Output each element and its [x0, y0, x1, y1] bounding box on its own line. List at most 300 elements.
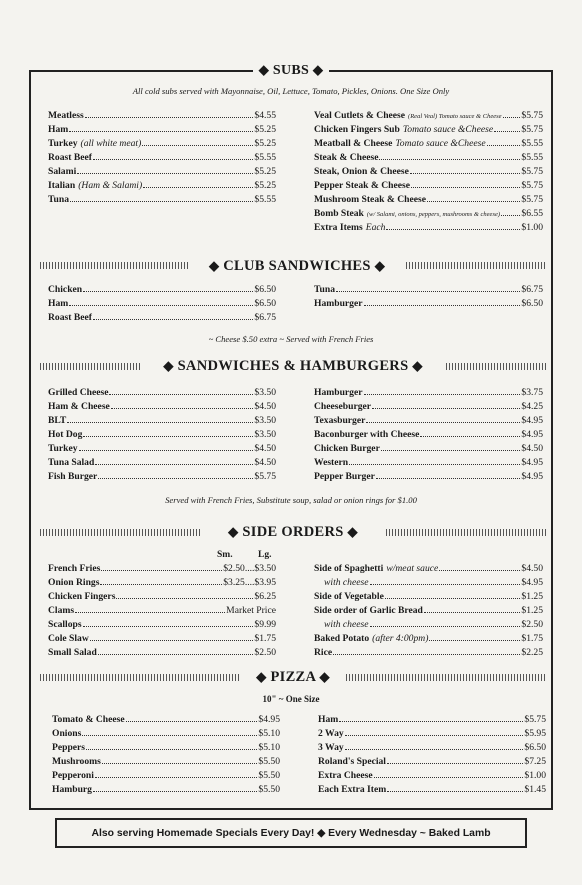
menu-item	[48, 138, 276, 152]
diamond-icon: ◆	[317, 828, 326, 839]
club-left-list	[48, 284, 276, 326]
pizza-heading	[242, 667, 344, 687]
menu-item-name: Tomato & Cheese	[52, 714, 125, 725]
dot-leader	[370, 584, 521, 585]
menu-item-name: Ham	[318, 714, 339, 725]
menu-item-name: Peppers	[52, 742, 86, 753]
menu-item-price: $5.50	[258, 756, 280, 767]
hatch-divider	[40, 674, 240, 681]
hatch-divider	[406, 262, 546, 269]
dot-leader	[372, 408, 520, 409]
menu-item-price: $3.50	[254, 415, 276, 426]
pizza-left-list	[52, 714, 280, 798]
dot-leader	[503, 117, 521, 118]
dot-leader	[126, 721, 258, 722]
menu-item	[314, 166, 543, 180]
menu-item-name: Scallops	[48, 619, 82, 630]
menu-item-price: $1.75	[254, 633, 276, 644]
menu-item-price: $4.95	[521, 577, 543, 588]
dot-leader	[487, 145, 521, 146]
menu-item	[314, 298, 543, 312]
menu-item-price: $4.50	[254, 443, 276, 454]
menu-item-price: $6.50	[524, 742, 546, 753]
sandwiches-left-list	[48, 387, 276, 485]
menu-item-price: $5.55	[521, 152, 543, 163]
menu-item-name: Rice	[314, 647, 333, 658]
menu-item-price: $4.55	[254, 110, 276, 121]
menu-item	[314, 124, 543, 138]
menu-item-price: $3.50	[254, 387, 276, 398]
dot-leader	[79, 450, 254, 451]
menu-item	[48, 180, 276, 194]
menu-item-price: $6.55	[521, 208, 543, 219]
menu-item-name: Extra Items	[314, 222, 363, 233]
menu-item-name: Pepperoni	[52, 770, 94, 781]
dot-leader	[336, 291, 520, 292]
menu-item-price: $3.50	[254, 429, 276, 440]
dot-leader	[333, 654, 520, 655]
menu-item-name: Hamburger	[314, 298, 363, 309]
menu-item-name: Chicken	[48, 284, 83, 295]
menu-item	[314, 591, 543, 605]
menu-item-name: Pepper Burger	[314, 471, 375, 482]
diamond-icon: ◆	[319, 668, 330, 684]
menu-item	[314, 180, 543, 194]
sides-left-list	[48, 563, 276, 661]
dot-leader	[83, 436, 253, 437]
dot-leader	[439, 570, 520, 571]
hatch-divider	[40, 262, 188, 269]
menu-item-name: Mushroom Steak & Cheese	[314, 194, 427, 205]
menu-item	[318, 756, 546, 770]
menu-item-price: $5.10	[258, 728, 280, 739]
menu-item	[48, 591, 276, 605]
menu-item	[314, 429, 543, 443]
menu-item-price: $1.25	[521, 605, 543, 616]
menu-item	[314, 194, 543, 208]
sides-title: SIDE ORDERS	[242, 523, 344, 540]
dot-leader	[95, 464, 253, 465]
menu-item-price: $5.75	[521, 166, 543, 177]
menu-item-name: Tuna	[48, 194, 69, 205]
dot-leader	[116, 598, 253, 599]
menu-item-note: (all white meat)	[80, 138, 142, 149]
dot-leader	[386, 229, 520, 230]
menu-item	[314, 284, 543, 298]
dot-leader	[82, 735, 257, 736]
dot-leader	[67, 422, 253, 423]
menu-item-price: $7.25	[524, 756, 546, 767]
menu-item	[48, 194, 276, 208]
menu-item-name: Meatless	[48, 110, 84, 121]
menu-item-name: Italian	[48, 180, 76, 191]
menu-item	[314, 387, 543, 401]
dot-leader	[90, 640, 254, 641]
menu-item	[52, 742, 280, 756]
menu-item-name: Bomb Steak	[314, 208, 364, 219]
menu-item	[52, 728, 280, 742]
menu-item-price: $3.25....$3.95	[223, 577, 276, 588]
menu-item	[314, 152, 543, 166]
menu-item-name: 3 Way	[318, 742, 344, 753]
menu-item	[314, 222, 543, 236]
menu-item	[314, 415, 543, 429]
diamond-icon: ◆	[347, 523, 358, 539]
menu-item	[318, 742, 546, 756]
menu-item-price: $6.75	[254, 312, 276, 323]
menu-item-name: Side of Vegetable	[314, 591, 384, 602]
menu-item-price: $4.50	[254, 401, 276, 412]
menu-item-price: $6.50	[254, 298, 276, 309]
menu-item-price: $2.25	[521, 647, 543, 658]
dot-leader	[376, 478, 521, 479]
dot-leader	[366, 422, 520, 423]
dot-leader	[100, 584, 222, 585]
menu-item-name: Tuna	[314, 284, 335, 295]
menu-item	[52, 756, 280, 770]
menu-item-price: $1.75	[521, 633, 543, 644]
dot-leader	[101, 570, 222, 571]
small-size-label: Sm.	[217, 550, 233, 560]
dot-leader	[93, 159, 253, 160]
menu-item	[48, 401, 276, 415]
subs-left-list	[48, 110, 276, 208]
menu-item-price: $5.75	[521, 110, 543, 121]
hatch-divider	[386, 529, 546, 536]
menu-item-name: Mushrooms	[52, 756, 101, 767]
menu-item-price: $1.45	[524, 784, 546, 795]
menu-item-name: Chicken Burger	[314, 443, 380, 454]
menu-item-price: $4.50	[254, 457, 276, 468]
pizza-right-list	[318, 714, 546, 798]
menu-item	[314, 110, 543, 124]
footer-banner	[55, 818, 527, 848]
dot-leader	[345, 749, 524, 750]
menu-item-name: Chicken Fingers	[48, 591, 116, 602]
diamond-icon: ◆	[228, 523, 239, 539]
diamond-icon: ◆	[258, 61, 270, 77]
dot-leader	[102, 763, 258, 764]
menu-item-name: Hamburger	[314, 387, 363, 398]
dot-leader	[381, 450, 521, 451]
menu-item-name: Roast Beef	[48, 312, 92, 323]
menu-item-price: $1.25	[521, 591, 543, 602]
menu-item-price: $5.75	[521, 180, 543, 191]
menu-item-price: $6.25	[254, 591, 276, 602]
menu-item-note: (after 4:00pm)	[372, 633, 429, 644]
diamond-icon: ◆	[256, 668, 267, 684]
menu-item-name: Steak, Onion & Cheese	[314, 166, 409, 177]
menu-item	[52, 714, 280, 728]
menu-item-name: Western	[314, 457, 349, 468]
footer-specials: Also serving Homemade Specials Every Day!	[91, 827, 315, 839]
menu-item-price: $5.55	[254, 194, 276, 205]
menu-item-price: $4.95	[521, 457, 543, 468]
dot-leader	[69, 131, 253, 132]
dot-leader	[98, 654, 254, 655]
menu-item-price: $5.25	[254, 166, 276, 177]
menu-item	[48, 312, 276, 326]
menu-item-name: Hot Dog	[48, 429, 83, 440]
menu-item-note: (w/ Salami, onions, peppers, mushrooms & cheese)	[366, 211, 501, 218]
club-heading	[190, 256, 404, 276]
menu-item-price: $6.50	[521, 298, 543, 309]
menu-item	[314, 457, 543, 471]
menu-item	[318, 784, 546, 798]
menu-item-note: Tomato sauce &Cheese	[395, 138, 486, 149]
diamond-icon: ◆	[163, 357, 174, 373]
menu-item-name: Roland's Special	[318, 756, 386, 767]
pizza-title: PIZZA	[270, 668, 316, 685]
menu-item-name: Pepper Steak & Cheese	[314, 180, 411, 191]
diamond-icon: ◆	[312, 61, 324, 77]
menu-item-note: (Ham & Salami)	[78, 180, 143, 191]
diamond-icon: ◆	[374, 257, 386, 273]
menu-item	[318, 728, 546, 742]
menu-item	[48, 633, 276, 647]
menu-item-price: $6.50	[254, 284, 276, 295]
menu-item-name: Steak & Cheese	[314, 152, 379, 163]
menu-item-price: $5.10	[258, 742, 280, 753]
dot-leader	[385, 598, 521, 599]
menu-item-price: $2.50....$3.50	[223, 563, 276, 574]
sides-heading	[202, 522, 384, 542]
club-right-list	[314, 284, 543, 312]
menu-item-price: $5.25	[254, 180, 276, 191]
menu-item-name: Salami	[48, 166, 77, 177]
menu-item	[52, 770, 280, 784]
dot-leader	[85, 117, 254, 118]
pizza-size: 10" ~ One Size	[262, 694, 320, 704]
footer-wednesday: Every Wednesday ~ Baked Lamb	[328, 827, 491, 839]
diamond-icon: ◆	[412, 357, 423, 373]
menu-item	[314, 208, 543, 222]
menu-item-name: Onion Rings	[48, 577, 100, 588]
menu-item-name: Cheeseburger	[314, 401, 372, 412]
menu-item	[314, 605, 543, 619]
dot-leader	[93, 319, 253, 320]
diamond-icon: ◆	[208, 257, 220, 273]
dot-leader	[75, 612, 225, 613]
menu-item	[48, 429, 276, 443]
menu-item-name: Extra Cheese	[318, 770, 373, 781]
menu-item-price: $5.50	[258, 784, 280, 795]
dot-leader	[427, 201, 520, 202]
menu-item	[48, 471, 276, 485]
menu-item-price: $5.95	[524, 728, 546, 739]
dot-leader	[420, 436, 520, 437]
menu-item	[48, 166, 276, 180]
menu-item-price: $2.50	[521, 619, 543, 630]
club-title: CLUB SANDWICHES	[223, 257, 371, 274]
dot-leader	[98, 478, 253, 479]
menu-item	[314, 401, 543, 415]
menu-item	[48, 605, 276, 619]
dot-leader	[364, 394, 521, 395]
sandwiches-caption: Served with French Fries, Substitute soup, salad or onion rings for $1.00	[165, 495, 417, 505]
menu-item-price: $5.75	[521, 124, 543, 135]
menu-item	[318, 770, 546, 784]
dot-leader	[93, 791, 257, 792]
menu-item-name: Baked Potato	[314, 633, 370, 644]
menu-item-price: $6.75	[521, 284, 543, 295]
menu-item-price: $1.00	[524, 770, 546, 781]
subs-title: SUBS	[272, 62, 310, 78]
menu-item	[48, 110, 276, 124]
menu-item-price: $5.55	[521, 138, 543, 149]
menu-item-name: Tuna Salad	[48, 457, 95, 468]
menu-item	[314, 577, 543, 591]
dot-leader	[143, 187, 253, 188]
menu-item	[48, 619, 276, 633]
menu-item-name: Fish Burger	[48, 471, 98, 482]
hatch-divider	[346, 674, 546, 681]
menu-item	[314, 619, 543, 633]
menu-item-name: Hamburg	[52, 784, 92, 795]
menu-item-price: $2.50	[254, 647, 276, 658]
menu-item	[314, 471, 543, 485]
hatch-divider	[446, 363, 546, 370]
menu-item-note: Tomato sauce &Cheese	[402, 124, 494, 135]
dot-leader	[349, 464, 520, 465]
dot-leader	[86, 749, 257, 750]
subs-note: All cold subs served with Mayonnaise, Oil, Lettuce, Tomato, Pickles, Onions. One Size Only	[132, 86, 450, 96]
menu-item-name: Each Extra Item	[318, 784, 387, 795]
menu-item	[314, 633, 543, 647]
subs-heading	[29, 61, 553, 79]
dot-leader	[494, 131, 520, 132]
menu-item-price: $5.50	[258, 770, 280, 781]
menu-item-name: French Fries	[48, 563, 101, 574]
menu-item-name: 2 Way	[318, 728, 344, 739]
dot-leader	[111, 408, 254, 409]
menu-item-name: Side order of Garlic Bread	[314, 605, 423, 616]
menu-item-price: $3.75	[521, 387, 543, 398]
menu-item-name: with cheese	[324, 577, 369, 588]
dot-leader	[424, 612, 521, 613]
menu-item-name: Turkey	[48, 138, 78, 149]
dot-leader	[95, 777, 257, 778]
dot-leader	[109, 394, 253, 395]
menu-item	[48, 415, 276, 429]
menu-item-price: $4.95	[258, 714, 280, 725]
menu-item-name: Chicken Fingers Sub	[314, 124, 400, 135]
dot-leader	[387, 791, 523, 792]
menu-item-name: Veal Cutlets & Cheese	[314, 110, 406, 121]
menu-item	[48, 152, 276, 166]
menu-item-price: $5.75	[524, 714, 546, 725]
menu-item-price: $4.50	[521, 443, 543, 454]
menu-item-price: $5.55	[254, 152, 276, 163]
sandwiches-heading	[142, 356, 444, 376]
dot-leader	[83, 291, 253, 292]
menu-item-note: (Real Veal) Tomato sauce & Cheese	[408, 113, 502, 120]
menu-item-price: $5.75	[254, 471, 276, 482]
menu-item	[48, 298, 276, 312]
menu-item	[48, 563, 276, 577]
menu-item-price: $5.25	[254, 138, 276, 149]
menu-item-note: w/meat sauce	[386, 563, 439, 574]
dot-leader	[69, 305, 253, 306]
menu-item-name: Ham	[48, 298, 69, 309]
menu-item	[48, 284, 276, 298]
dot-leader	[142, 145, 253, 146]
menu-item-name: Side of Spaghetti	[314, 563, 384, 574]
menu-item-price: $9.99	[254, 619, 276, 630]
dot-leader	[411, 187, 520, 188]
dot-leader	[410, 173, 521, 174]
menu-item-price: $1.00	[521, 222, 543, 233]
sandwiches-right-list	[314, 387, 543, 485]
menu-item-name: Baconburger with Cheese	[314, 429, 420, 440]
menu-item	[48, 443, 276, 457]
subs-right-list	[314, 110, 543, 236]
menu-item-price: $4.25	[521, 401, 543, 412]
menu-item-price: $4.50	[521, 563, 543, 574]
menu-item-price: Market Price	[226, 605, 276, 616]
dot-leader	[70, 201, 253, 202]
menu-item-name: Cole Slaw	[48, 633, 89, 644]
menu-item-price: $4.95	[521, 429, 543, 440]
menu-item-name: Ham & Cheese	[48, 401, 110, 412]
dot-leader	[83, 626, 254, 627]
menu-item-name: BLT	[48, 415, 67, 426]
dot-leader	[77, 173, 253, 174]
hatch-divider	[40, 363, 140, 370]
menu-item-name: Texasburger	[314, 415, 366, 426]
dot-leader	[370, 626, 521, 627]
menu-item	[314, 563, 543, 577]
menu-item-name: Meatball & Cheese	[314, 138, 393, 149]
menu-item-name: Clams	[48, 605, 75, 616]
dot-leader	[379, 159, 520, 160]
menu-item-price: $5.25	[254, 124, 276, 135]
menu-item-name: with cheese	[324, 619, 369, 630]
menu-item-name: Small Salad	[48, 647, 97, 658]
menu-item-price: $4.95	[521, 415, 543, 426]
dot-leader	[374, 777, 524, 778]
menu-item-note: Each	[365, 222, 386, 233]
dot-leader	[364, 305, 521, 306]
menu-item	[48, 577, 276, 591]
menu-item	[52, 784, 280, 798]
dot-leader	[429, 640, 520, 641]
menu-item-name: Turkey	[48, 443, 78, 454]
menu-item	[314, 138, 543, 152]
menu-item	[48, 647, 276, 661]
menu-item	[318, 714, 546, 728]
menu-item	[314, 647, 543, 661]
hatch-divider	[40, 529, 200, 536]
menu-item	[48, 457, 276, 471]
menu-item-name: Roast Beef	[48, 152, 92, 163]
menu-item-price: $5.75	[521, 194, 543, 205]
menu-item	[48, 387, 276, 401]
menu-item-name: Onions	[52, 728, 82, 739]
menu-item	[48, 124, 276, 138]
large-size-label: Lg.	[258, 550, 272, 560]
menu-item-price: $4.95	[521, 471, 543, 482]
menu-item-name: Ham	[48, 124, 69, 135]
dot-leader	[387, 763, 523, 764]
dot-leader	[339, 721, 523, 722]
sandwiches-title: SANDWICHES & HAMBURGERS	[177, 357, 409, 374]
club-caption: ~ Cheese $.50 extra ~ Served with French Fries	[208, 334, 374, 344]
sides-right-list	[314, 563, 543, 661]
dot-leader	[345, 735, 524, 736]
menu-item-name: Grilled Cheese	[48, 387, 109, 398]
dot-leader	[501, 215, 520, 216]
